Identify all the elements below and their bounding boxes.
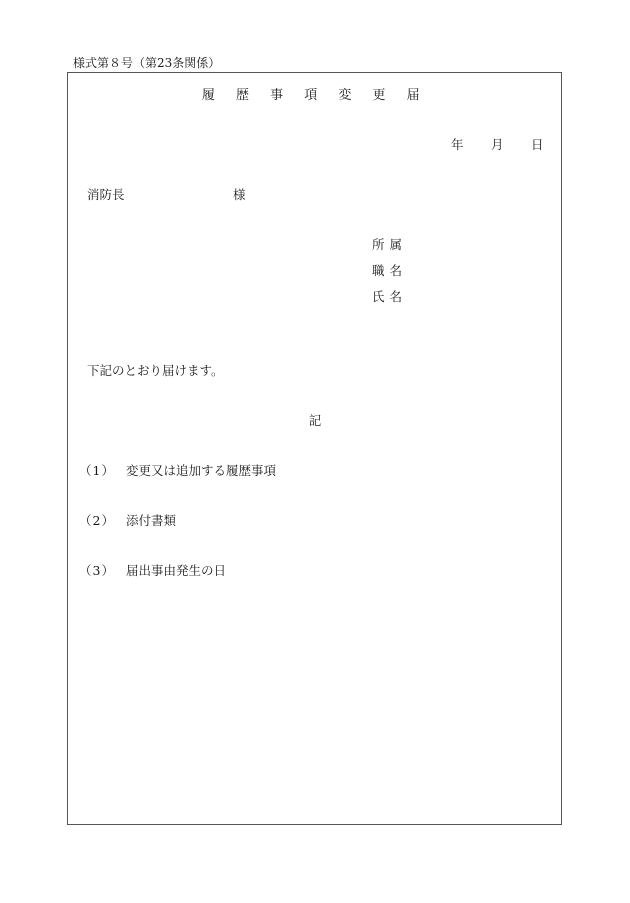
item-text: 変更又は追加する履歴事項 [126, 463, 277, 478]
item-text: 届出事由発生の日 [126, 563, 227, 578]
sender-affiliation-label: 所属 [372, 237, 408, 252]
form-frame [67, 72, 562, 825]
item-number: （1） [79, 463, 115, 478]
addressee-honorific: 様 [233, 187, 246, 202]
form-number: 様式第８号（第23条関係） [73, 56, 221, 70]
sender-position-label: 職名 [372, 263, 408, 278]
addressee: 消防長 [87, 187, 125, 202]
document-title: 履 歴 事 項 変 更 届 [201, 88, 429, 103]
item-number: （3） [79, 563, 115, 578]
item-number: （2） [79, 513, 115, 528]
ki-heading: 記 [308, 413, 322, 428]
date-day-label: 日 [531, 137, 544, 152]
date-month-label: 月 [491, 137, 504, 152]
item-text: 添付書類 [126, 513, 177, 528]
date-year-label: 年 [451, 137, 464, 152]
intro-text: 下記のとおり届けます。 [87, 363, 224, 378]
sender-name-label: 氏名 [372, 289, 408, 304]
